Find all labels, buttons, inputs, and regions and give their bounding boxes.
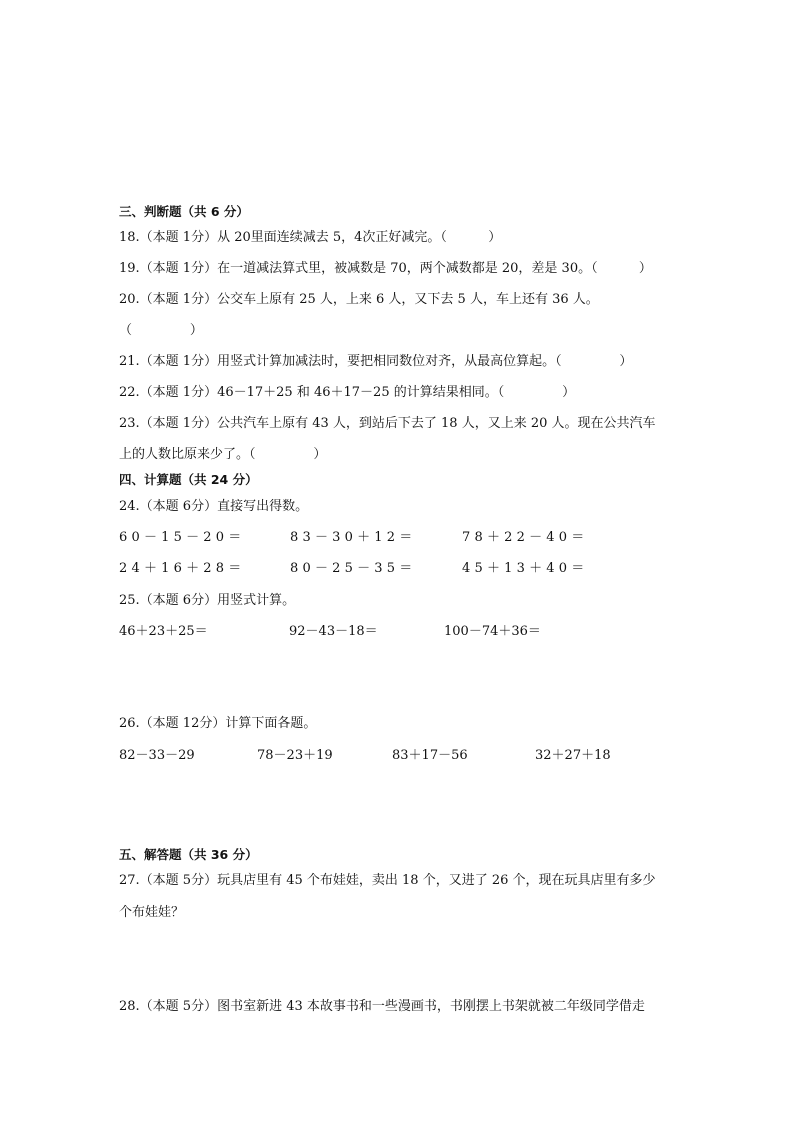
question-23-line-1: 23.（本题 1分）公共汽车上原有 43 人，到站后下去了 18 人，又上来 20 人。现在公共汽车 [119,416,656,431]
oral-calc-item: 24＋16＋28＝ [119,561,246,576]
mixed-calc-item: 83＋17－56 [392,748,468,763]
question-18: 18.（本题 1分）从 20里面连续减去 5，4次正好减完。（ ） [119,230,502,245]
mixed-calc-item: 78－23＋19 [257,748,333,763]
section-heading-judgment: 三、判断题（共 6 分） [119,204,249,219]
question-27-line-2: 个布娃娃？ [119,905,185,920]
question-25: 25.（本题 6分）用竖式计算。 [119,593,296,608]
question-23-line-2: 上的人数比原来少了。（ ） [119,447,327,462]
question-20: 20.（本题 1分）公交车上原有 25 人，上来 6 人，又下去 5 人，车上还有 36 人。 [119,292,599,307]
vertical-calc-item: 92－43－18＝ [289,624,378,639]
oral-calc-item: 83－30＋12＝ [290,530,417,545]
mixed-calc-item: 32＋27＋18 [535,748,611,763]
question-20-answer-paren: （ ） [119,323,203,338]
mixed-calc-item: 82－33－29 [119,748,195,763]
question-21: 21.（本题 1分）用竖式计算加减法时，要把相同数位对齐，从最高位算起。（ ） [119,354,633,369]
oral-calc-item: 60－15－20＝ [119,530,246,545]
section-heading-word-problems: 五、解答题（共 36 分） [119,847,258,862]
oral-calc-item: 78＋22－40＝ [462,530,589,545]
vertical-calc-item: 46＋23＋25＝ [119,624,208,639]
question-27-line-1: 27.（本题 5分）玩具店里有 45 个布娃娃，卖出 18 个，又进了 26 个，现在玩具店里有多少 [119,873,656,888]
question-26: 26.（本题 12分）计算下面各题。 [119,716,317,731]
section-heading-calculation: 四、计算题（共 24 分） [119,472,258,487]
vertical-calc-item: 100－74＋36＝ [444,624,541,639]
question-28-line-1: 28.（本题 5分）图书室新进 43 本故事书和一些漫画书，书刚摆上书架就被二年级同学借走 [119,999,645,1014]
question-19: 19.（本题 1分）在一道减法算式里，被减数是 70，两个减数都是 20，差是 30。（ ） [119,261,652,276]
question-22: 22.（本题 1分）46－17＋25 和 46＋17－25 的计算结果相同。（ ） [119,385,576,400]
oral-calc-item: 45＋13＋40＝ [462,561,589,576]
oral-calc-item: 80－25－35＝ [290,561,417,576]
question-24: 24.（本题 6分）直接写出得数。 [119,499,309,514]
